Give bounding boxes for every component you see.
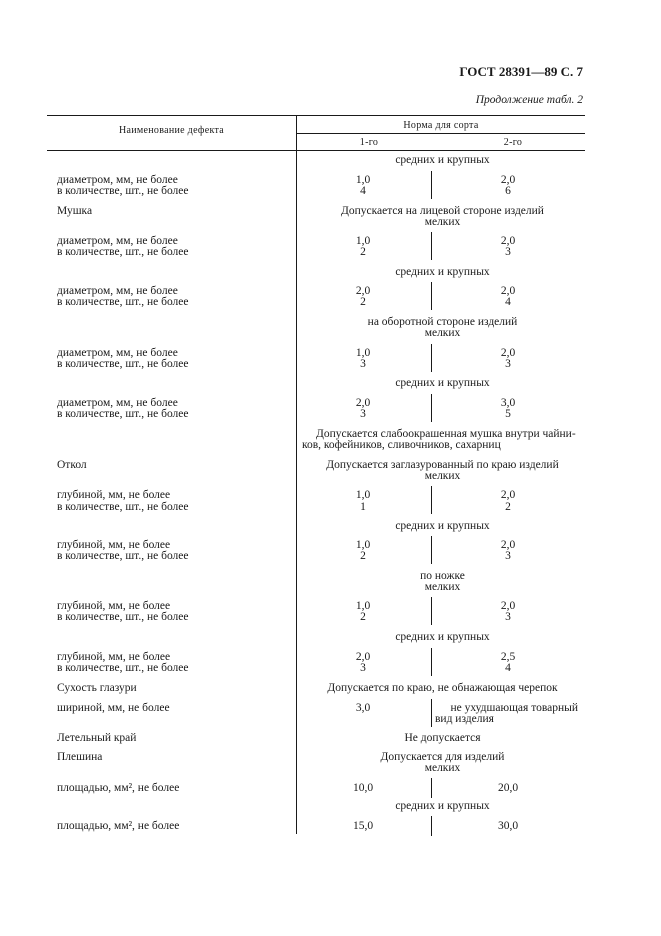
parameter-label: в количестве, шт., не более bbox=[57, 185, 189, 197]
grade-2-value: вид изделия bbox=[435, 713, 494, 725]
header-sub-rule bbox=[296, 133, 585, 134]
defect-name: Плешина bbox=[57, 751, 103, 763]
grade-1-value: 2,0 bbox=[355, 397, 371, 409]
size-group-label: средних и крупных bbox=[395, 520, 490, 532]
defect-note-paragraph: Допускается слабоокрашенная мушка внутри чайни- bbox=[316, 428, 576, 440]
grade-2-value: 2,0 bbox=[500, 489, 516, 501]
size-group-label: мелких bbox=[424, 470, 461, 482]
grade-1-value: 2 bbox=[360, 611, 366, 623]
value-divider bbox=[431, 816, 432, 836]
defect-note: Допускается на лицевой стороне изделий bbox=[341, 205, 544, 217]
grade-2-value: 2,5 bbox=[500, 651, 516, 663]
value-divider bbox=[431, 394, 432, 422]
parameter-label: в количестве, шт., не более bbox=[57, 408, 189, 420]
grade-1-value: 1 bbox=[360, 501, 366, 513]
defect-note: Допускается заглазурованный по краю изделий bbox=[326, 459, 559, 471]
grade-2-value: 20,0 bbox=[497, 782, 519, 794]
value-divider bbox=[431, 699, 432, 727]
table-body-vertical-rule bbox=[296, 150, 297, 834]
size-group-label: средних и крупных bbox=[395, 631, 490, 643]
defect-name-column-header: Наименование дефекта bbox=[118, 125, 225, 136]
header-bottom-rule bbox=[47, 150, 585, 151]
grade-2-column-header: 2-го bbox=[503, 137, 523, 148]
grade-2-value: 2,0 bbox=[500, 539, 516, 551]
grade-2-value: 3 bbox=[505, 246, 511, 258]
grade-2-value: 2,0 bbox=[500, 235, 516, 247]
parameter-label: диаметром, мм, не более bbox=[57, 397, 178, 409]
grade-2-value: 5 bbox=[505, 408, 511, 420]
grade-1-value: 2 bbox=[360, 296, 366, 308]
value-divider bbox=[431, 232, 432, 260]
size-group-label: средних и крупных bbox=[395, 800, 490, 812]
grade-1-value: 1,0 bbox=[355, 174, 371, 186]
size-group-label: средних и крупных bbox=[395, 266, 490, 278]
value-divider bbox=[431, 778, 432, 798]
size-group-label: мелких bbox=[424, 216, 461, 228]
grade-1-value: 1,0 bbox=[355, 235, 371, 247]
grade-1-value: 4 bbox=[360, 185, 366, 197]
table-top-rule bbox=[47, 115, 585, 116]
grade-1-value: 3 bbox=[360, 662, 366, 674]
grade-1-value: 2 bbox=[360, 550, 366, 562]
grade-1-value: 2,0 bbox=[355, 285, 371, 297]
defect-note: Допускается для изделий bbox=[380, 751, 505, 763]
grade-2-value: 2,0 bbox=[500, 285, 516, 297]
grade-1-value: 3 bbox=[360, 408, 366, 420]
grade-2-value: 2 bbox=[505, 501, 511, 513]
parameter-label: глубиной, мм, не более bbox=[57, 651, 171, 663]
grade-1-value: 2 bbox=[360, 246, 366, 258]
size-group-label: средних и крупных bbox=[395, 154, 490, 166]
size-group-label: средних и крупных bbox=[395, 377, 490, 389]
defect-name: Мушка bbox=[57, 205, 93, 217]
defect-note-paragraph: ков, кофейников, сливочников, сахарниц bbox=[302, 439, 501, 451]
grade-2-value: не ухудшающая товарный bbox=[450, 702, 578, 714]
grade-2-value: 3 bbox=[505, 611, 511, 623]
defect-name: Сухость глазури bbox=[57, 682, 137, 694]
parameter-label: глубиной, мм, не более bbox=[57, 600, 171, 612]
value-divider bbox=[431, 282, 432, 310]
parameter-label: в количестве, шт., не более bbox=[57, 296, 189, 308]
parameter-label: диаметром, мм, не более bbox=[57, 285, 178, 297]
parameter-label: диаметром, мм, не более bbox=[57, 174, 178, 186]
grade-1-value: 1,0 bbox=[355, 489, 371, 501]
document-id: ГОСТ 28391—89 С. 7 bbox=[459, 64, 583, 79]
grade-1-value: 1,0 bbox=[355, 347, 371, 359]
grade-1-value: 1,0 bbox=[355, 600, 371, 612]
defect-name: Летельный край bbox=[57, 732, 137, 744]
grade-1-value: 15,0 bbox=[352, 820, 374, 832]
defect-note: Не допускается bbox=[404, 732, 481, 744]
parameter-label: в количестве, шт., не более bbox=[57, 501, 189, 513]
parameter-label: площадью, мм², не более bbox=[57, 820, 180, 832]
value-divider bbox=[431, 344, 432, 372]
parameter-label: глубиной, мм, не более bbox=[57, 489, 171, 501]
grade-1-value: 3 bbox=[360, 358, 366, 370]
parameter-label: в количестве, шт., не более bbox=[57, 550, 189, 562]
defect-note: по ножке bbox=[420, 570, 465, 582]
parameter-label: в количестве, шт., не более bbox=[57, 611, 189, 623]
grade-2-value: 3,0 bbox=[500, 397, 516, 409]
parameter-label: глубиной, мм, не более bbox=[57, 539, 171, 551]
parameter-label: в количестве, шт., не более bbox=[57, 246, 189, 258]
value-divider bbox=[431, 536, 432, 564]
parameter-label: диаметром, мм, не более bbox=[57, 347, 178, 359]
grade-2-value: 3 bbox=[505, 358, 511, 370]
parameter-label: в количестве, шт., не более bbox=[57, 662, 189, 674]
defect-note: на оборотной стороне изделий bbox=[367, 316, 518, 328]
parameter-label: диаметром, мм, не более bbox=[57, 235, 178, 247]
defect-name: Откол bbox=[57, 459, 87, 471]
defect-note: Допускается по краю, не обнажающая черепок bbox=[327, 682, 558, 694]
grade-2-value: 6 bbox=[505, 185, 511, 197]
value-divider bbox=[431, 486, 432, 514]
grade-2-value: 30,0 bbox=[497, 820, 519, 832]
grade-2-value: 2,0 bbox=[500, 347, 516, 359]
table-continuation-label: Продолжение табл. 2 bbox=[475, 94, 583, 106]
grade-2-value: 3 bbox=[505, 550, 511, 562]
parameter-label: площадью, мм², не более bbox=[57, 782, 180, 794]
grade-2-value: 2,0 bbox=[500, 174, 516, 186]
grade-1-value: 2,0 bbox=[355, 651, 371, 663]
value-divider bbox=[431, 597, 432, 625]
grade-1-value: 10,0 bbox=[352, 782, 374, 794]
parameter-label: в количестве, шт., не более bbox=[57, 358, 189, 370]
norm-column-header: Норма для сорта bbox=[403, 120, 479, 131]
value-divider bbox=[431, 171, 432, 199]
grade-2-value: 4 bbox=[505, 662, 511, 674]
grade-2-value: 2,0 bbox=[500, 600, 516, 612]
value-divider bbox=[431, 648, 432, 676]
grade-1-column-header: 1-го bbox=[359, 137, 379, 148]
parameter-label: шириной, мм, не более bbox=[57, 702, 170, 714]
size-group-label: мелких bbox=[424, 762, 461, 774]
grade-1-value: 3,0 bbox=[355, 702, 371, 714]
size-group-label: мелких bbox=[424, 581, 461, 593]
grade-2-value: 4 bbox=[505, 296, 511, 308]
grade-1-value: 1,0 bbox=[355, 539, 371, 551]
size-group-label: мелких bbox=[424, 327, 461, 339]
